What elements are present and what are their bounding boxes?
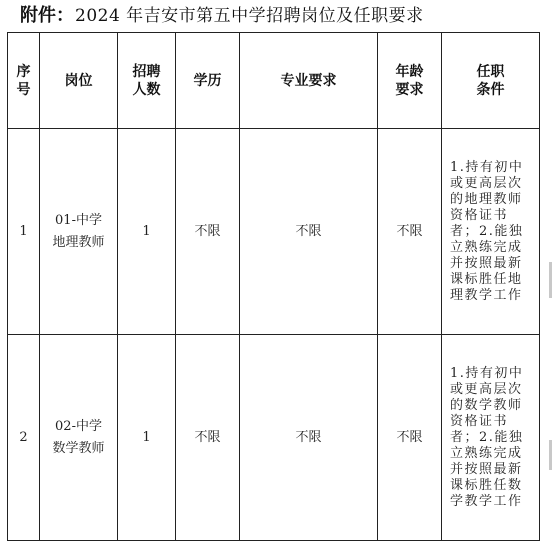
header-row [8,33,540,129]
header-education: 学历 [176,33,240,129]
cell-education: 不限 [176,129,240,335]
cell-age: 不限 [378,129,442,335]
cell-index: 1 [8,129,40,335]
cell-position [40,129,118,335]
header-index: 序号 [8,33,40,129]
cell-count: 1 [118,129,176,335]
document-title [0,0,552,32]
recruitment-table [7,32,540,541]
title-prefix: 附件： [20,5,74,26]
table-row [8,335,540,541]
cell-education: 不限 [176,335,240,541]
header-conditions: 任职条件 [442,33,540,129]
cell-major: 不限 [240,129,378,335]
position-code: 01-中学 [55,212,102,228]
title-text: 2024 年吉安市第五中学招聘岗位及任职要求 [75,6,424,26]
header-age: 年龄要求 [378,33,442,129]
table-row [8,129,540,335]
cell-conditions: 1.持有初中或更高层次的数学教师资格证书者；2.能独立熟练完成并按照最新课标胜任数学教学工作 [442,335,540,541]
cell-age: 不限 [378,335,442,541]
header-position: 岗位 [40,33,118,129]
header-count: 招聘人数 [118,33,176,129]
position-code: 02-中学 [55,418,102,434]
cell-conditions: 1.持有初中或更高层次的地理教师资格证书者；2.能独立熟练完成并按照最新课标胜任地理教学工作 [442,129,540,335]
cell-count: 1 [118,335,176,541]
position-name: 数学教师 [52,440,105,456]
cell-index: 2 [8,335,40,541]
header-major: 专业要求 [240,33,378,129]
cell-major: 不限 [240,335,378,541]
position-name: 地理教师 [52,234,105,250]
cell-position [40,335,118,541]
